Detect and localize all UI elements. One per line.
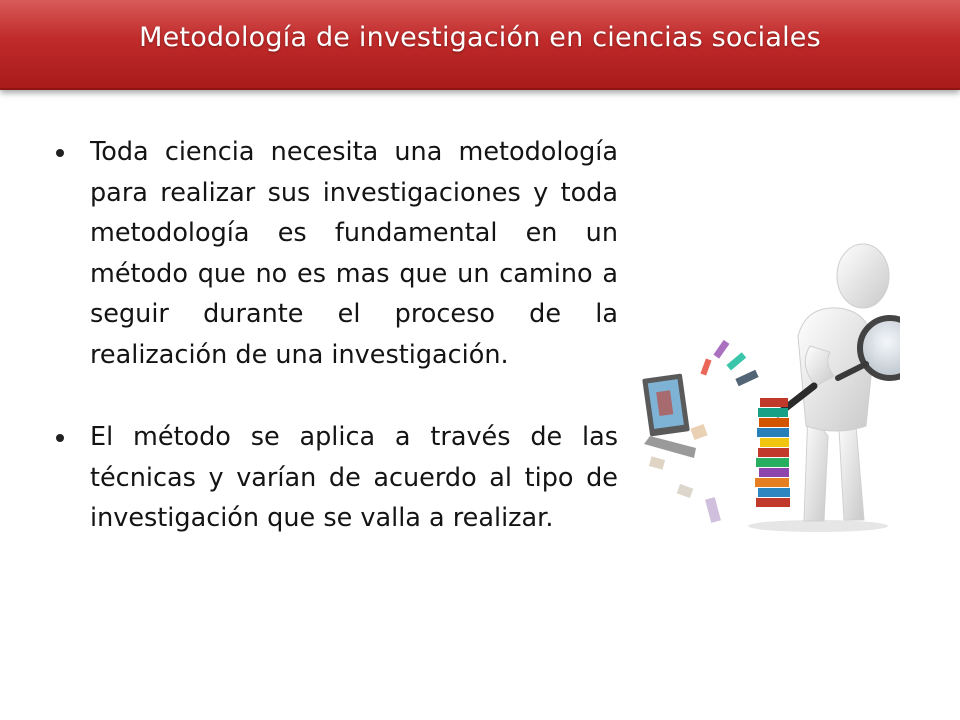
slide-content [52,132,618,539]
bullet-item [52,132,618,375]
bullet-dot-icon [56,149,64,157]
title-bar [0,0,960,90]
slide-title: Metodología de investigación en ciencias sociales [139,22,821,53]
bullet-text: El método se aplica a través de las técnicas y varían de acuerdo al tipo de investigación que se valla a realizar. [90,422,618,533]
bullet-item [52,417,618,539]
magnifier-figure-with-books-icon [638,236,900,536]
bullet-text: Toda ciencia necesita una metodología para realizar sus investigaciones y toda metodología es fundamental en un método que no es mas que un camino a seguir durante el proceso de la realización de una investigación. [90,137,618,370]
bullet-dot-icon [56,434,64,442]
